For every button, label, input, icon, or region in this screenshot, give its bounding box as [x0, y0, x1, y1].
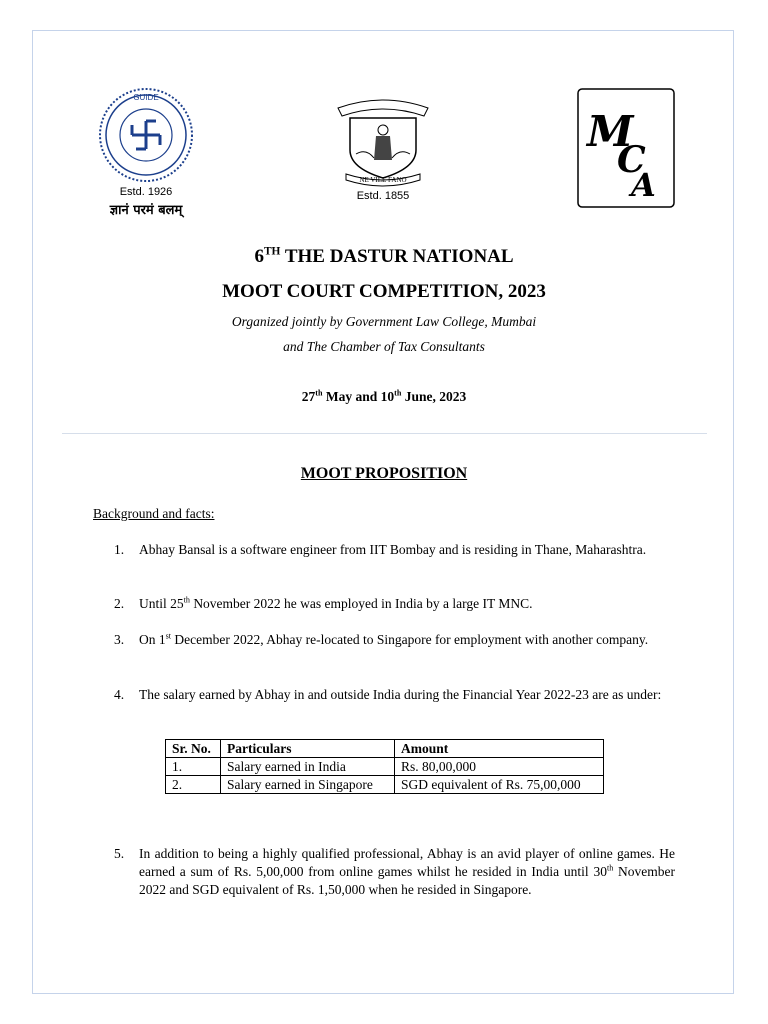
date-a: 27	[301, 389, 316, 404]
cell-sr-no: 1.	[166, 758, 221, 776]
cell-sr-no: 2.	[166, 776, 221, 794]
fact-3-number: 3.	[114, 632, 125, 647]
proposition-heading: MOOT PROPOSITION	[300, 465, 468, 482]
mca-monogram	[577, 88, 675, 208]
organizer-line-1: Organized jointly by Government Law College, Mumbai	[231, 314, 537, 329]
cell-particulars: Salary earned in Singapore	[221, 776, 395, 794]
crest-emblem	[326, 88, 440, 188]
cell-amount: Rs. 80,00,000	[395, 758, 604, 776]
title-number-suffix: TH	[263, 245, 281, 258]
title-number: 6	[254, 246, 264, 267]
fact-1-text: Abhay Bansal is a software engineer from IIT Bombay and is residing in Thane, Maharashtra.	[139, 542, 647, 557]
date-b-suffix: th	[394, 388, 402, 398]
svg-text:NE VILE FANO: NE VILE FANO	[359, 176, 407, 184]
title-line-1	[0, 246, 768, 268]
center-logo-estd: Estd. 1855	[356, 190, 410, 202]
title-rest: THE DASTUR NATIONAL	[280, 246, 514, 267]
fact-5-pre: In addition to being a highly qualified professional, Abhay is an avid player of online games. He earned a sum of Rs. 5,00,000 from online games whilst he resided in India until 30	[139, 846, 675, 879]
fact-1-number: 1.	[114, 542, 125, 557]
svg-text:C: C	[617, 139, 646, 181]
date-mid: May and 10	[322, 389, 395, 404]
fact-4-text: The salary earned by Abhay in and outside India during the Financial Year 2022-23 are as under:	[139, 687, 662, 702]
cell-amount: SGD equivalent of Rs. 75,00,000	[395, 776, 604, 794]
svg-text:M: M	[587, 107, 634, 156]
fact-5-text	[139, 845, 675, 899]
fact-2-post: November 2022 he was employed in India by a large IT MNC.	[189, 596, 533, 611]
fact-2-number: 2.	[114, 596, 125, 611]
left-logo-estd: Estd. 1926	[119, 186, 173, 198]
fact-3-pre: On 1	[139, 632, 166, 647]
header-amount: Amount	[395, 740, 604, 758]
cell-particulars: Salary earned in India	[221, 758, 395, 776]
fact-3-text	[139, 631, 675, 649]
table-row	[166, 758, 604, 776]
fact-3-sup: st	[165, 631, 172, 641]
crest-logo	[326, 88, 440, 206]
organizer-line-2: and The Chamber of Tax Consultants	[283, 339, 485, 354]
background-subheading: Background and facts:	[93, 506, 215, 521]
section-divider	[62, 433, 707, 434]
fact-3-post: December 2022, Abhay re-located to Singapore for employment with another company.	[171, 632, 649, 647]
mca-monogram-logo	[577, 88, 675, 208]
fact-5-sup: th	[606, 863, 614, 873]
svg-text:A: A	[631, 166, 656, 204]
competition-dates	[0, 389, 768, 405]
fact-2-pre: Until 25	[139, 596, 184, 611]
table-header-row	[166, 740, 604, 758]
fact-5-post: November 2022 and SGD equivalent of Rs. 1,50,000 when he resided in Singapore.	[139, 864, 676, 897]
date-end: June, 2023	[401, 389, 467, 404]
header-particulars: Particulars	[221, 740, 395, 758]
salary-table	[165, 739, 604, 794]
title-line-2: MOOT COURT COMPETITION, 2023	[222, 281, 546, 302]
header-sr-no: Sr. No.	[166, 740, 221, 758]
date-a-suffix: th	[315, 388, 323, 398]
college-seal-emblem	[92, 86, 200, 186]
svg-text:GUIDE: GUIDE	[133, 93, 159, 102]
left-logo-motto: ज्ञानं परमं बलम्	[109, 203, 183, 218]
table-row	[166, 776, 604, 794]
fact-5-number: 5.	[114, 846, 125, 861]
fact-4-number: 4.	[114, 687, 125, 702]
fact-2-sup: th	[183, 595, 190, 605]
college-seal-logo	[92, 86, 200, 226]
fact-2-text	[139, 595, 675, 613]
